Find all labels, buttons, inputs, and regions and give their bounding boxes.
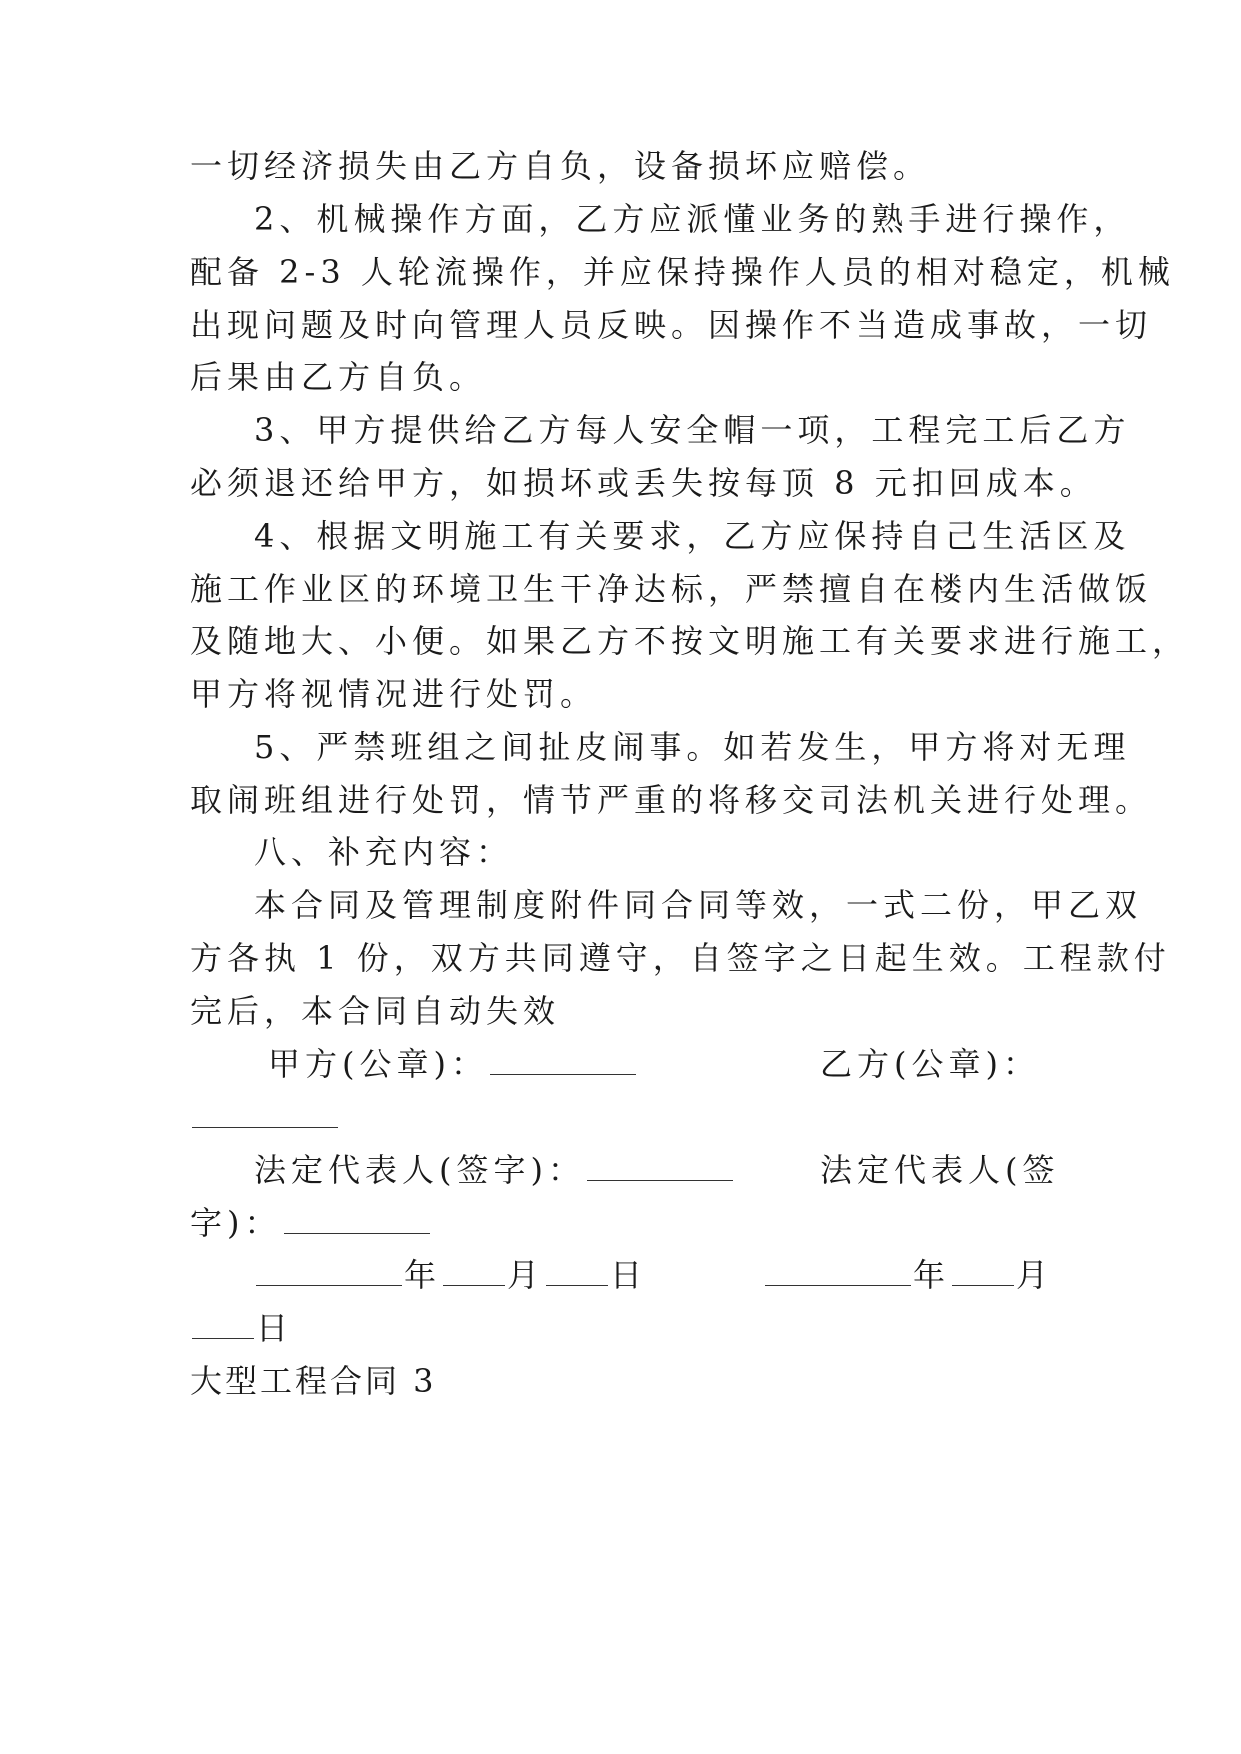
date-a-year-blank: [256, 1255, 402, 1286]
section-heading: 八、补充内容：: [254, 833, 514, 871]
party-a-seal-blank: [490, 1044, 636, 1075]
date-b-day-blank: [192, 1308, 254, 1339]
date-a-month-blank: [443, 1255, 505, 1286]
paragraph-line: 必须退还给甲方，如损坏或丢失按每顶 8 元扣回成本。: [190, 464, 1097, 502]
rep-b-sign-line: [820, 1150, 1060, 1190]
paragraph-line: 配备 2-3 人轮流操作，并应保持操作人员的相对稳定，机械: [190, 253, 1175, 291]
rep-a-sign-label: 法定代表人(签字)：: [254, 1151, 585, 1189]
date-b-day-label: 日: [256, 1309, 294, 1347]
paragraph-line: 完后，本合同自动失效: [190, 992, 561, 1030]
paragraph-line: 4、根据文明施工有关要求，乙方应保持自己生活区及: [254, 517, 1131, 555]
date-b-year-label: 年: [913, 1256, 951, 1294]
paragraph-line: 及随地大、小便。如果乙方不按文明施工有关要求进行施工，: [190, 622, 1190, 660]
paragraph-line: 方各执 1 份，双方共同遵守，自签字之日起生效。工程款付: [190, 939, 1171, 977]
party-a-seal-label: 甲方(公章)：: [268, 1045, 488, 1083]
party-b-seal-blank-line: [190, 1097, 340, 1137]
party-b-seal-label: 乙方(公章)：: [820, 1045, 1040, 1083]
date-a-month-label: 月: [507, 1256, 545, 1294]
paragraph-line: 取闹班组进行处罚，情节严重的将移交司法机关进行处理。: [190, 781, 1153, 819]
date-b-line-cont: [190, 1308, 293, 1348]
date-a-year-label: 年: [404, 1256, 442, 1294]
rep-a-sign-line: [254, 1150, 735, 1190]
date-a-day-label: 日: [610, 1256, 648, 1294]
rep-a-sign-blank: [587, 1150, 733, 1181]
date-b-month-blank: [952, 1255, 1014, 1286]
paragraph-line: 后果由乙方自负。: [190, 358, 487, 396]
paragraph-line: 5、严禁班组之间扯皮闹事。如若发生，甲方将对无理: [254, 728, 1131, 766]
party-b-seal-blank: [192, 1097, 338, 1128]
paragraph-line: 出现问题及时向管理人员反映。因操作不当造成事故，一切: [190, 306, 1153, 344]
paragraph-line: 3、甲方提供给乙方每人安全帽一项，工程完工后乙方: [254, 411, 1131, 449]
date-a-line: [254, 1255, 647, 1295]
rep-b-sign-label-cont: 字)：: [190, 1204, 282, 1242]
paragraph-line: 2、机械操作方面，乙方应派懂业务的熟手进行操作，: [254, 200, 1131, 238]
date-a-day-blank: [546, 1255, 608, 1286]
paragraph-line: 甲方将视情况进行处罚。: [190, 675, 598, 713]
paragraph-line: 本合同及管理制度附件同合同等效，一式二份，甲乙双: [254, 886, 1143, 924]
date-b-month-label: 月: [1016, 1256, 1054, 1294]
rep-b-sign-label: 法定代表人(签: [820, 1151, 1060, 1189]
date-b-line: [763, 1255, 1053, 1295]
rep-b-sign-line-cont: [190, 1203, 432, 1243]
next-section-title: 大型工程合同 3: [190, 1362, 437, 1400]
paragraph-line: 一切经济损失由乙方自负，设备损坏应赔偿。: [190, 147, 931, 185]
rep-b-sign-blank: [284, 1203, 430, 1234]
party-b-seal-line: [820, 1044, 1040, 1084]
paragraph-line: 施工作业区的环境卫生干净达标，严禁擅自在楼内生活做饭: [190, 570, 1153, 608]
party-a-seal-line: [268, 1044, 638, 1084]
date-b-year-blank: [765, 1255, 911, 1286]
